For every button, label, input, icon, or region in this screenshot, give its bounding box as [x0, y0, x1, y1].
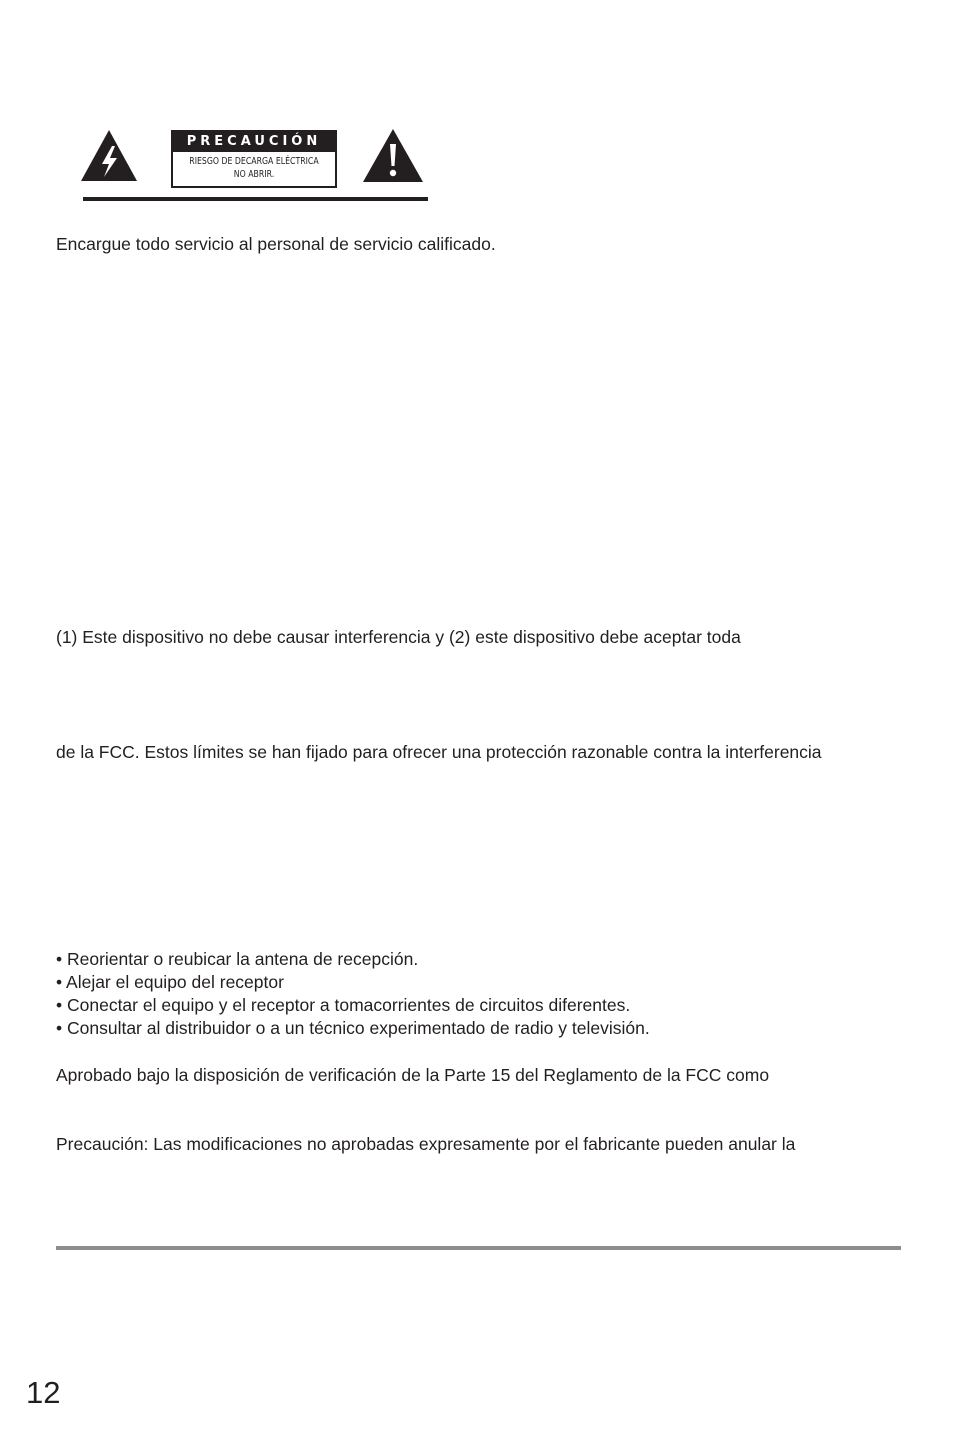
caution-banner — [80, 128, 428, 204]
list-item: • Alejar el equipo del receptor — [56, 972, 284, 992]
lightning-triangle-icon — [80, 128, 138, 182]
list-item: • Conectar el equipo y el receptor a tomacorrientes de circuitos diferentes. — [56, 995, 631, 1015]
approval-paragraph: Aprobado bajo la disposición de verificación de la Parte 15 del Reglamento de la FCC como — [56, 1065, 770, 1085]
service-paragraph: Encargue todo servicio al personal de servicio calificado. — [56, 234, 496, 254]
caution-underline — [83, 197, 428, 201]
measures-list — [56, 948, 650, 1040]
caution-title: PRECAUCIÓN — [173, 132, 335, 152]
list-item: • Consultar al distribuidor o a un técnico experimentado de radio y televisión. — [56, 1018, 650, 1038]
list-item: • Reorientar o reubicar la antena de recepción. — [56, 949, 419, 969]
section-divider — [56, 1246, 901, 1250]
caution-risk-text: RIESGO DE DECARGA ELÉCTRICA — [189, 156, 319, 167]
fcc-conditions-paragraph: (1) Este dispositivo no debe causar interferencia y (2) este dispositivo debe aceptar toda — [56, 627, 741, 647]
caution-label — [171, 130, 337, 188]
exclamation-triangle-icon — [362, 128, 424, 184]
modification-warning-paragraph: Precaución: Las modificaciones no aprobadas expresamente por el fabricante pueden anular la — [56, 1134, 796, 1154]
fcc-limits-paragraph: de la FCC. Estos límites se han fijado para ofrecer una protección razonable contra la interferencia — [56, 742, 822, 762]
page-number: 12 — [26, 1375, 61, 1410]
caution-do-not-open-text: NO ABRIR. — [233, 169, 275, 180]
